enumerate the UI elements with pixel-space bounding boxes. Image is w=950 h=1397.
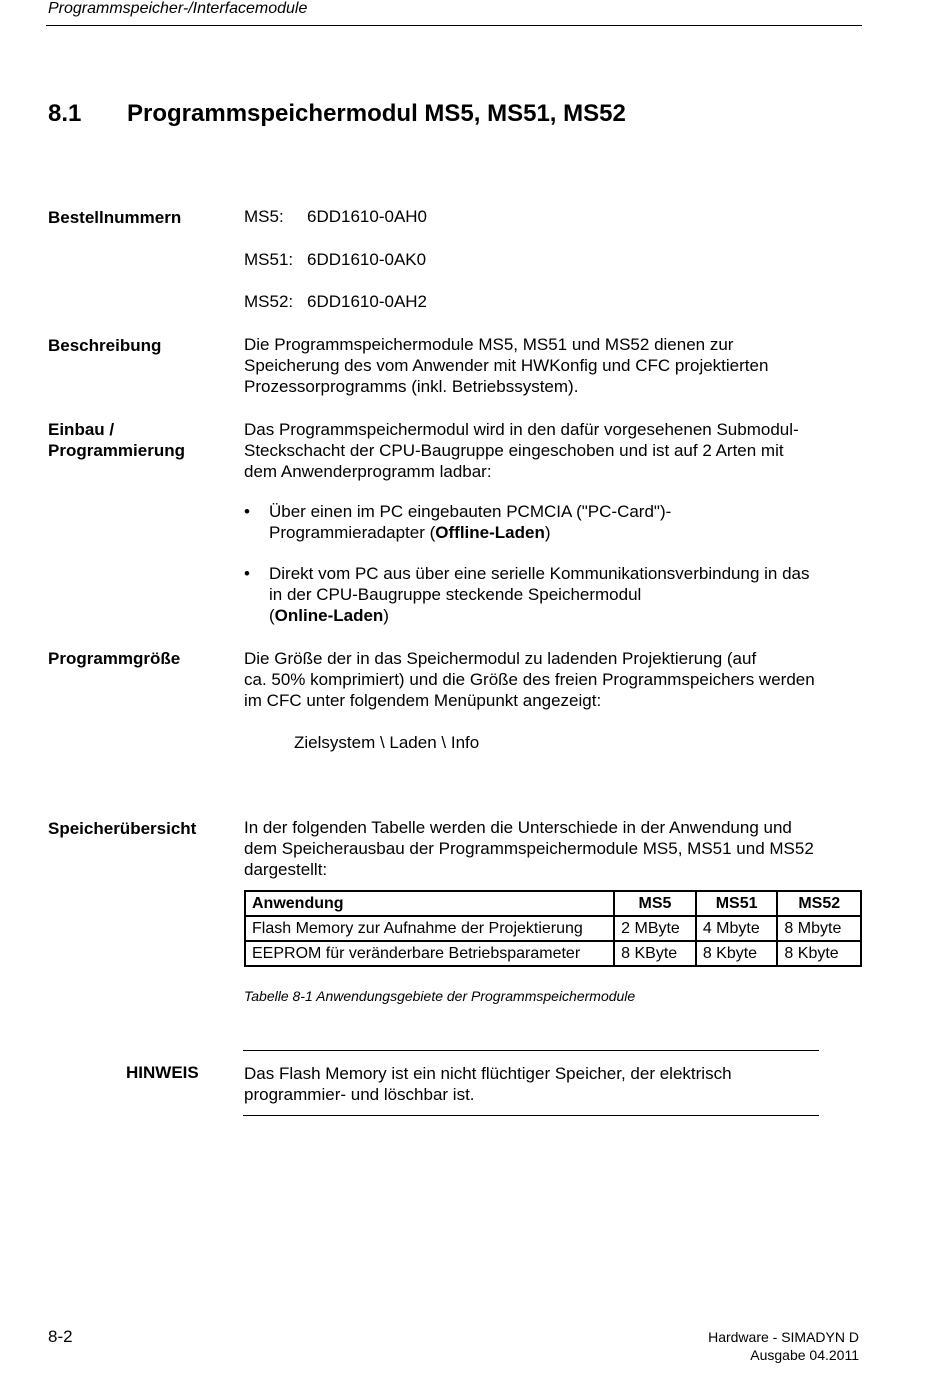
bold-term: Offline-Laden	[435, 523, 545, 542]
table-cell: 4 Mbyte	[696, 916, 778, 941]
table-row	[245, 916, 861, 941]
table-header-row	[245, 891, 861, 916]
text-line: in der CPU-Baugruppe steckende Speichermodul	[269, 585, 642, 604]
text-fragment: )	[544, 523, 551, 542]
note-label: HINWEIS	[126, 1063, 199, 1082]
note-rule-bottom	[243, 1115, 819, 1116]
text-line: programmier- und löschbar ist.	[244, 1085, 475, 1104]
text-line: dem Anwenderprogramm ladbar:	[244, 462, 492, 481]
text-line: Direkt vom PC aus über eine serielle Kommunikationsverbindung in das	[269, 564, 810, 583]
program-size-text	[244, 648, 815, 711]
table-header-cell: MS52	[777, 891, 861, 916]
text-line: Das Flash Memory ist ein nicht flüchtiger Speicher, der elektrisch	[244, 1064, 732, 1083]
table-header-cell: MS51	[696, 891, 778, 916]
page-number: 8-2	[48, 1327, 73, 1346]
text-fragment: Programmieradapter (	[269, 523, 436, 542]
text-line	[269, 605, 869, 626]
description-label: Beschreibung	[48, 336, 162, 355]
install-label	[48, 419, 185, 461]
table-caption: Tabelle 8-1 Anwendungsgebiete der Programmspeichermodule	[244, 988, 636, 1004]
note-text	[244, 1063, 732, 1105]
header-rule	[46, 25, 862, 26]
description-text	[244, 334, 768, 397]
text-line: Speicherung des vom Anwender mit HWKonfig und CFC projektierten	[244, 356, 769, 375]
program-size-label: Programmgröße	[48, 649, 181, 668]
install-label-line: Programmierung	[48, 441, 185, 460]
text-line: ca. 50% komprimiert) und die Größe des freien Programmspeichers werden	[244, 670, 815, 689]
running-header: Programmspeicher-/Interfacemodule	[48, 0, 308, 17]
section-number: 8.1	[48, 100, 82, 127]
bold-term: Online-Laden	[274, 606, 384, 625]
text-line: Die Programmspeichermodule MS5, MS51 und MS52 dienen zur	[244, 335, 734, 354]
install-label-line: Einbau /	[48, 420, 115, 439]
table-cell: 8 Mbyte	[777, 916, 861, 941]
text-line: Die Größe der in das Speichermodul zu ladenden Projektierung (auf	[244, 649, 757, 668]
text-line	[269, 522, 869, 543]
order-item	[244, 206, 427, 227]
text-line: In der folgenden Tabelle werden die Unterschiede in der Anwendung und	[244, 818, 792, 837]
bullet-icon: •	[244, 502, 250, 521]
order-label: Bestellnummern	[48, 208, 182, 227]
menu-path: Zielsystem \ Laden \ Info	[294, 733, 480, 752]
memory-overview-label: Speicherübersicht	[48, 819, 197, 838]
table-cell: Flash Memory zur Aufnahme der Projektierung	[245, 916, 614, 941]
text-line: Über einen im PC eingebauten PCMCIA ("PC-Card")-	[269, 502, 672, 521]
order-value: 6DD1610-0AH2	[307, 292, 428, 311]
order-value: 6DD1610-0AH0	[307, 207, 428, 226]
memory-overview-text	[244, 817, 814, 880]
text-fragment: )	[383, 606, 389, 625]
text-fragment: (	[269, 606, 275, 625]
note-rule-top	[243, 1050, 819, 1051]
order-item	[244, 249, 426, 270]
install-text	[244, 419, 799, 482]
table-cell: 8 KByte	[614, 941, 696, 966]
table-cell: 8 Kbyte	[696, 941, 778, 966]
table-header-cell: MS5	[614, 891, 696, 916]
section-title: Programmspeichermodul MS5, MS51, MS52	[127, 100, 626, 127]
order-key: MS5:	[244, 207, 284, 226]
table-cell: 8 Kbyte	[777, 941, 861, 966]
order-key: MS51:	[244, 250, 294, 269]
table-header-cell: Anwendung	[245, 891, 614, 916]
table-cell: 2 MByte	[614, 916, 696, 941]
section-heading	[48, 100, 626, 128]
text-line: Prozessorprogramms (inkl. Betriebssystem).	[244, 377, 579, 396]
text-line: dem Speicherausbau der Programmspeichermodule MS5, MS51 und MS52	[244, 839, 814, 858]
bullet-icon: •	[244, 564, 250, 583]
order-key: MS52:	[244, 292, 294, 311]
footer-edition: Ausgabe 04.2011	[750, 1347, 859, 1363]
order-item	[244, 291, 427, 312]
table-row	[245, 941, 861, 966]
table-cell: EEPROM für veränderbare Betriebsparameter	[245, 941, 614, 966]
footer-doc-title: Hardware - SIMADYN D	[708, 1329, 859, 1345]
text-line: dargestellt:	[244, 860, 328, 879]
order-value: 6DD1610-0AK0	[307, 250, 427, 269]
text-line: Das Programmspeichermodul wird in den dafür vorgesehenen Submodul-	[244, 420, 799, 439]
text-line: im CFC unter folgendem Menüpunkt angezeigt:	[244, 691, 602, 710]
text-line: Steckschacht der CPU-Baugruppe eingeschoben und ist auf 2 Arten mit	[244, 441, 784, 460]
memory-table	[244, 890, 862, 967]
